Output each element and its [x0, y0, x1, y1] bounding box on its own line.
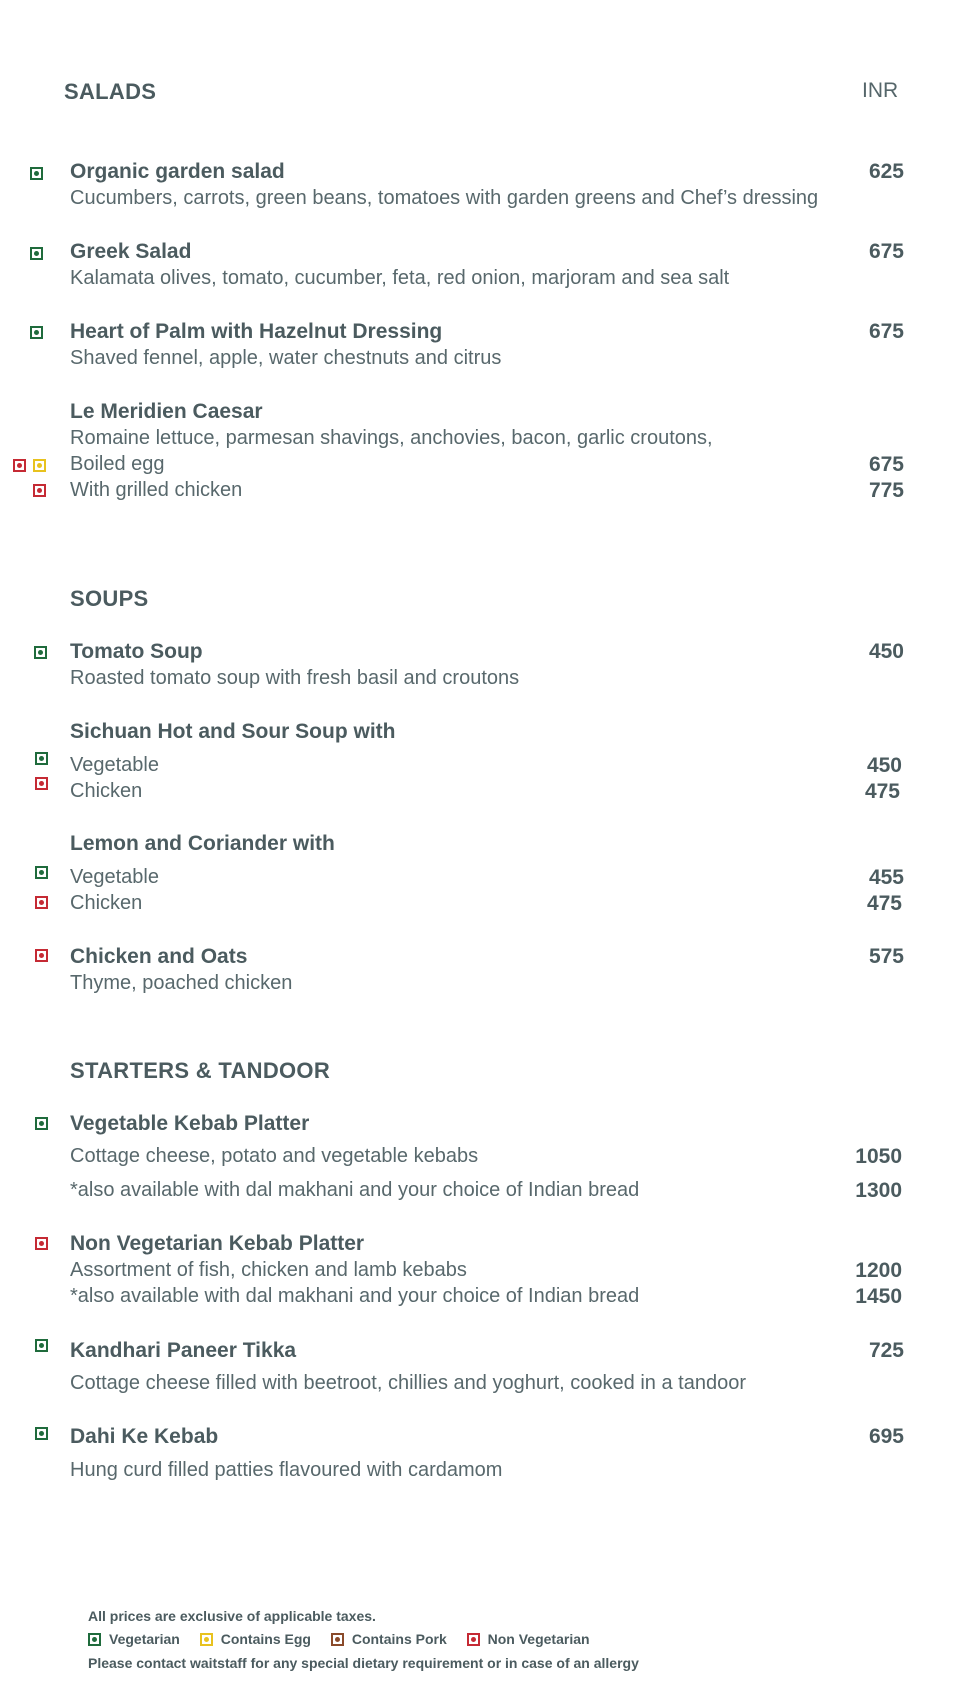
dish-name: Organic garden salad [70, 160, 285, 183]
dish-name: Dahi Ke Kebab [70, 1425, 219, 1448]
dish-option: Chicken [70, 780, 143, 802]
dish-description: Shaved fennel, apple, water chestnuts and citrus [70, 347, 502, 369]
dish-name: Le Meridien Caesar [70, 400, 263, 423]
diet-legend [88, 1631, 606, 1649]
dish-name: Tomato Soup [70, 640, 203, 663]
veg-icon [35, 1117, 48, 1130]
dish-option: Vegetable [70, 866, 159, 888]
dish-price: 1300 [855, 1179, 902, 1202]
dish-price: 675 [868, 320, 904, 343]
dish-note: *also available with dal makhani and your choice of Indian bread [70, 1285, 640, 1307]
dish-name: Sichuan Hot and Sour Soup with [70, 720, 396, 743]
dish-option: Vegetable [70, 754, 159, 776]
dish-name: Chicken and Oats [70, 945, 248, 968]
veg-icon [30, 167, 43, 180]
non-veg-icon [35, 777, 48, 790]
dish-description: Thyme, poached chicken [70, 972, 293, 994]
dish-name: Non Vegetarian Kebab Platter [70, 1232, 365, 1255]
legend-label: Contains Egg [220, 1631, 311, 1647]
allergy-note: Please contact waitstaff for any special dietary requirement or in case of an allergy [88, 1655, 639, 1671]
dish-description: Assortment of fish, chicken and lamb kebabs [70, 1259, 467, 1281]
dish-name: Kandhari Paneer Tikka [70, 1339, 297, 1362]
veg-icon [30, 326, 43, 339]
legend-veg [88, 1631, 180, 1647]
egg-icon [33, 459, 46, 472]
dish-price: 1050 [855, 1145, 902, 1168]
dish-option: Chicken [70, 892, 143, 914]
section-title-soups: SOUPS [70, 586, 149, 611]
dish-price: 450 [866, 754, 902, 777]
veg-icon [35, 866, 48, 879]
dish-name: Lemon and Coriander with [70, 832, 335, 855]
veg-icon [35, 1427, 48, 1440]
legend-pork [331, 1631, 447, 1647]
dish-price: 625 [868, 160, 904, 183]
section-title-salads: SALADS [64, 79, 157, 104]
veg-icon [35, 752, 48, 765]
dish-description: Cottage cheese, potato and vegetable kebabs [70, 1145, 479, 1167]
dish-description: Roasted tomato soup with fresh basil and croutons [70, 667, 520, 689]
dish-price: 575 [868, 945, 904, 968]
veg-icon [35, 1339, 48, 1352]
egg-icon [200, 1633, 213, 1646]
currency-label: INR [862, 79, 899, 102]
dish-price: 1200 [855, 1259, 902, 1282]
non-veg-icon [35, 949, 48, 962]
dish-description: Romaine lettuce, parmesan shavings, anchovies, bacon, garlic croutons, [70, 427, 713, 449]
legend-label: Vegetarian [109, 1631, 180, 1647]
veg-icon [30, 247, 43, 260]
dish-price: 695 [868, 1425, 904, 1448]
dish-description: Cucumbers, carrots, green beans, tomatoes with garden greens and Chef’s dressing [70, 187, 819, 209]
dish-note: *also available with dal makhani and your choice of Indian bread [70, 1179, 640, 1201]
non-veg-icon [35, 896, 48, 909]
dish-name: Greek Salad [70, 240, 192, 263]
non-veg-icon [35, 1237, 48, 1250]
dish-option: With grilled chicken [70, 479, 243, 501]
section-title-starters: STARTERS & TANDOOR [70, 1058, 331, 1083]
dish-name: Heart of Palm with Hazelnut Dressing [70, 320, 443, 343]
dish-name: Vegetable Kebab Platter [70, 1112, 310, 1135]
dish-description: Hung curd filled patties flavoured with cardamom [70, 1459, 503, 1481]
dish-price: 475 [866, 892, 902, 915]
legend-label: Non Vegetarian [487, 1631, 590, 1647]
veg-icon [34, 646, 47, 659]
veg-icon [88, 1633, 101, 1646]
dish-price: 455 [868, 866, 904, 889]
taxes-note: All prices are exclusive of applicable taxes. [88, 1608, 376, 1624]
dish-description: Kalamata olives, tomato, cucumber, feta, red onion, marjoram and sea salt [70, 267, 730, 289]
legend-label: Contains Pork [351, 1631, 447, 1647]
dish-price: 675 [868, 240, 904, 263]
legend-nonveg [467, 1631, 590, 1647]
dish-price: 450 [868, 640, 904, 663]
non-veg-icon [467, 1633, 480, 1646]
dish-option: Boiled egg [70, 453, 165, 475]
dish-price: 775 [868, 479, 904, 502]
non-veg-icon [13, 459, 26, 472]
dish-price: 1450 [855, 1285, 902, 1308]
legend-egg [200, 1631, 311, 1647]
dish-description: Cottage cheese filled with beetroot, chillies and yoghurt, cooked in a tandoor [70, 1372, 746, 1394]
non-veg-icon [33, 484, 46, 497]
dish-price: 675 [868, 453, 904, 476]
dish-price: 475 [864, 780, 900, 803]
pork-icon [331, 1633, 344, 1646]
dish-price: 725 [868, 1339, 904, 1362]
